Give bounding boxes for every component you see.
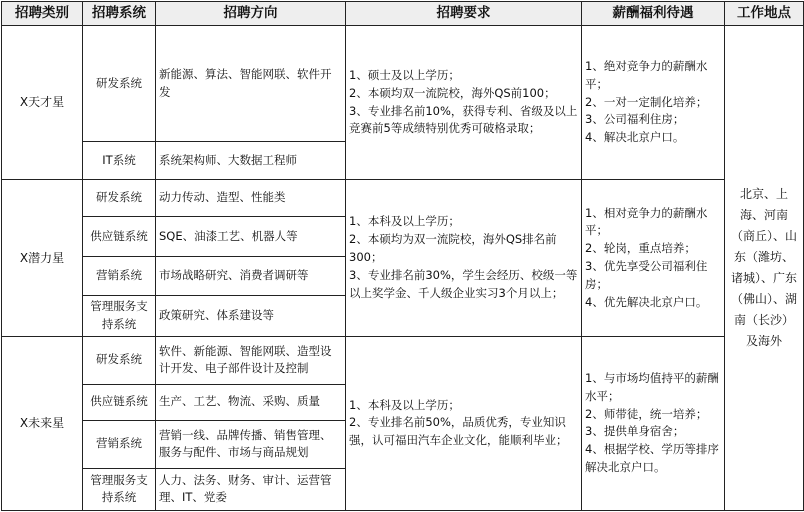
- header-benefits: 薪酬福利待遇: [582, 2, 725, 26]
- benefit-item: 3、优先享受公司福利住房；: [585, 258, 708, 291]
- direction-cell: 营销一线、品牌传播、销售管理、服务与配件、市场与商品规划: [156, 420, 346, 468]
- category-cell: X天才星: [2, 26, 83, 180]
- benefit-item: 4、根据学校、学历等排序解决北京户口。: [585, 442, 719, 475]
- benefit-item: 1、绝对竞争力的薪酬水平；: [585, 59, 708, 91]
- direction-cell: 新能源、算法、智能网联、软件开发: [156, 26, 346, 142]
- requirement-item: 1、本科及以上学历；: [349, 214, 460, 229]
- requirement-item: 2、专业排名前50%，品质优秀，专业知识强，认可福田汽车企业文化，能顺利毕业；: [349, 415, 568, 448]
- benefit-item: 2、一对一定制化培养；: [585, 94, 708, 109]
- requirement-item: 3、专业排名前30%，学生会经历、校级一等以上奖学金、千人级企业实习3个月以上；: [349, 267, 578, 300]
- direction-cell: 生产、工艺、物流、采购、质量: [156, 384, 346, 420]
- direction-cell: 政策研究、体系建设等: [156, 296, 346, 337]
- direction-cell: SQE、油漆工艺、机器人等: [156, 217, 346, 257]
- benefit-item: 2、轮岗，重点培养；: [585, 241, 696, 256]
- system-cell: 供应链系统: [83, 384, 156, 420]
- direction-cell: 软件、新能源、智能网联、造型设计开发、电子部件设计及控制: [156, 336, 346, 384]
- requirement-item: 3、专业排名前10%，获得专利、省级及以上竞赛前5等成绩特别优秀可破格录取；: [349, 103, 578, 136]
- benefit-item: 3、提供单身宿舍；: [585, 424, 685, 439]
- location-cell: 北京、上海、河南（商丘）、山东（潍坊、诸城）、广东（佛山）、湖南（长沙）及海外: [725, 26, 804, 511]
- category-cell: X潜力星: [2, 180, 83, 337]
- header-system: 招聘系统: [83, 2, 156, 26]
- system-cell: 管理服务支持系统: [83, 296, 156, 337]
- header-requirements: 招聘要求: [346, 2, 582, 26]
- recruitment-table: [1, 1, 804, 511]
- benefit-item: 4、优先解决北京户口。: [585, 294, 708, 309]
- direction-cell: 系统架构师、大数据工程师: [156, 142, 346, 180]
- benefit-item: 1、与市场均值持平的薪酬水平；: [585, 370, 719, 403]
- category-cell: X未来星: [2, 336, 83, 510]
- header-row: [2, 2, 804, 26]
- requirement-item: 1、本科及以上学历；: [349, 397, 460, 412]
- direction-cell: 动力传动、造型、性能类: [156, 180, 346, 217]
- benefits-cell: [582, 26, 725, 180]
- system-cell: IT系统: [83, 142, 156, 180]
- benefits-cell: [582, 336, 725, 510]
- system-cell: 营销系统: [83, 420, 156, 468]
- benefit-item: 2、师带徒，统一培养；: [585, 406, 708, 421]
- requirements-cell: [346, 180, 582, 337]
- header-direction: 招聘方向: [156, 2, 346, 26]
- system-cell: 研发系统: [83, 336, 156, 384]
- table-row: [2, 26, 804, 142]
- benefits-cell: [582, 180, 725, 337]
- system-cell: 供应链系统: [83, 217, 156, 257]
- requirements-cell: [346, 336, 582, 510]
- header-category: 招聘类别: [2, 2, 83, 26]
- system-cell: 研发系统: [83, 26, 156, 142]
- system-cell: 管理服务支持系统: [83, 468, 156, 510]
- requirement-item: 2、本硕均双一流院校，海外QS前100；: [349, 85, 556, 100]
- benefit-item: 3、公司福利住房；: [585, 112, 685, 127]
- table-row: [2, 336, 804, 384]
- requirement-item: 1、硕士及以上学历；: [349, 67, 460, 82]
- table-row: [2, 180, 804, 217]
- requirement-item: 2、本硕均为双一流院校，海外QS排名前300；: [349, 232, 557, 265]
- system-cell: 研发系统: [83, 180, 156, 217]
- benefit-item: 4、解决北京户口。: [585, 130, 685, 145]
- benefit-item: 1、相对竞争力的薪酬水平；: [585, 205, 708, 238]
- requirements-cell: [346, 26, 582, 180]
- header-location: 工作地点: [725, 2, 804, 26]
- system-cell: 营销系统: [83, 257, 156, 296]
- direction-cell: 市场战略研究、消费者调研等: [156, 257, 346, 296]
- direction-cell: 人力、法务、财务、审计、运营管理、IT、党委: [156, 468, 346, 510]
